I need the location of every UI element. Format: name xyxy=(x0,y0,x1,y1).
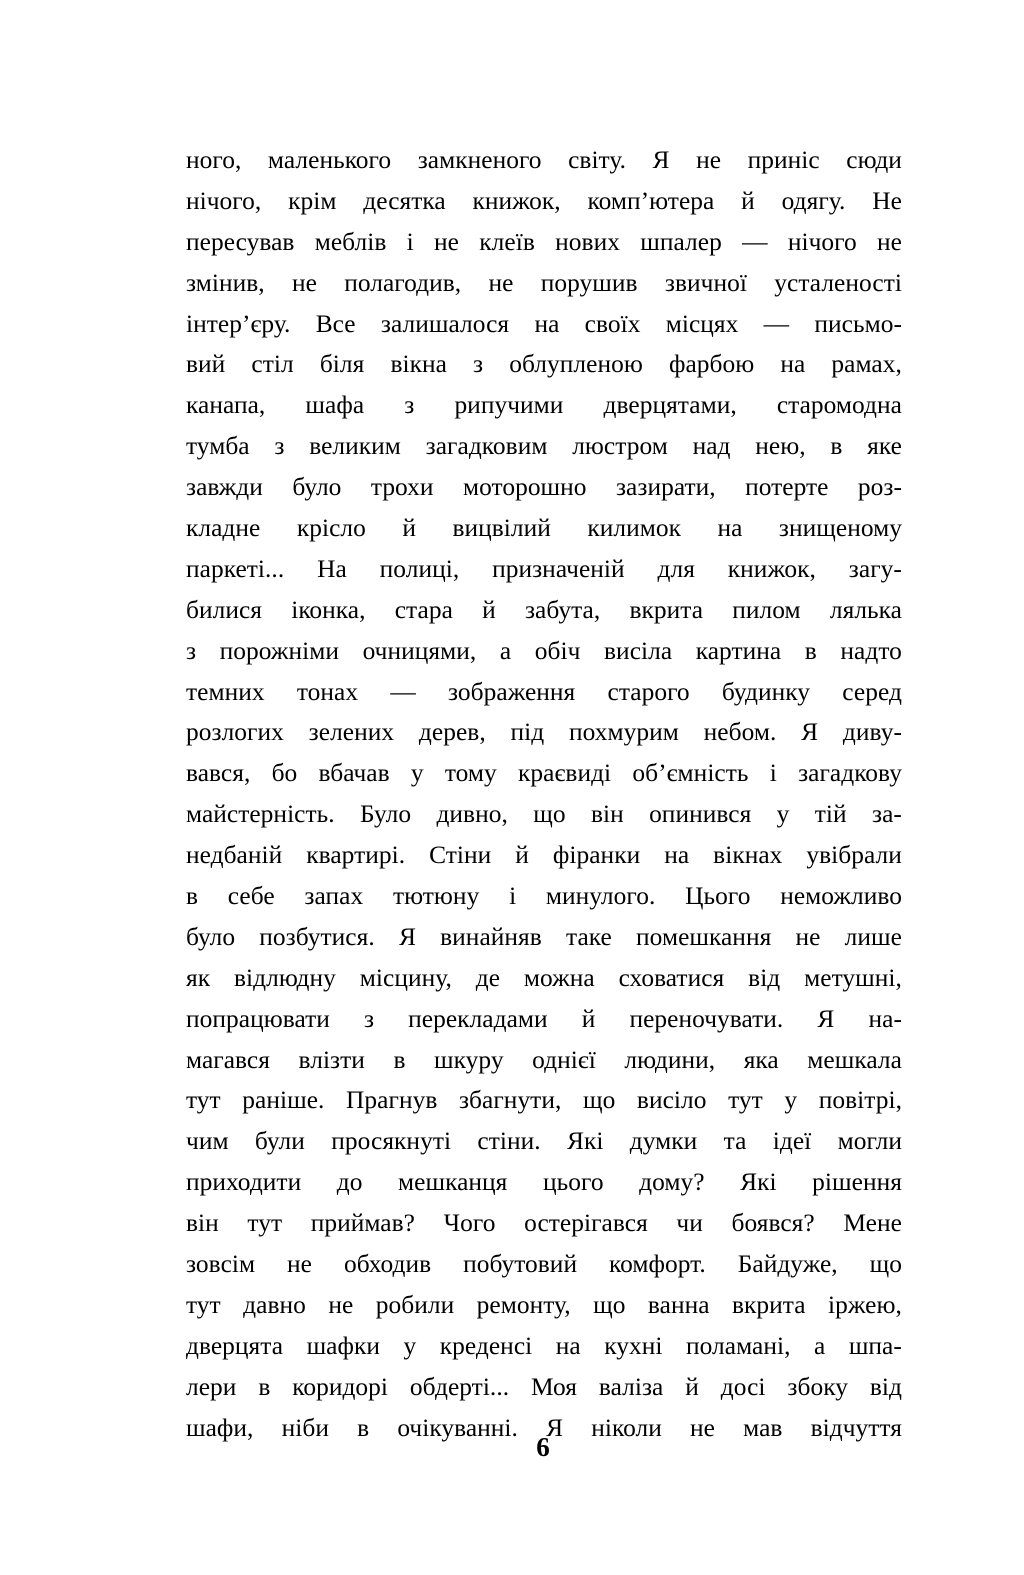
word: Які xyxy=(740,1168,777,1197)
word: фіранки xyxy=(552,841,641,870)
word: люстром xyxy=(572,432,668,461)
word: небом. xyxy=(703,718,777,747)
word: килимок xyxy=(587,514,682,543)
word: мав xyxy=(743,1413,783,1442)
word: повітрі, xyxy=(818,1086,902,1115)
word: й xyxy=(581,1004,596,1033)
text-line xyxy=(186,835,902,876)
text-line xyxy=(186,549,902,590)
word: рипучими xyxy=(454,391,564,420)
word: для xyxy=(657,554,695,583)
word: неможливо xyxy=(780,882,902,911)
word: серед xyxy=(842,677,902,706)
word: не xyxy=(291,268,317,297)
word: до xyxy=(336,1168,363,1197)
word: не xyxy=(287,1250,313,1279)
word: інтер’єру. xyxy=(186,309,291,338)
word: звичної xyxy=(664,268,747,297)
word: шпа- xyxy=(848,1331,902,1360)
word: пересував xyxy=(186,227,295,256)
word: в xyxy=(393,1045,406,1074)
word: призначеній xyxy=(492,554,625,583)
word: не xyxy=(795,922,821,951)
word: дивно, xyxy=(436,800,508,829)
word: — xyxy=(390,677,416,706)
text-line xyxy=(186,140,902,181)
word: у xyxy=(403,1331,417,1360)
word: зображення xyxy=(447,677,576,706)
text-line xyxy=(186,344,902,385)
word: в xyxy=(804,636,817,665)
word: вався, xyxy=(186,759,251,788)
word: диву- xyxy=(842,718,902,747)
word: ніколи xyxy=(591,1413,662,1442)
word: лише xyxy=(844,922,902,951)
word: завжди xyxy=(186,473,263,502)
word: що xyxy=(582,1086,616,1115)
word: він xyxy=(186,1209,219,1238)
word: мешкала xyxy=(807,1045,902,1074)
word: не xyxy=(434,227,460,256)
word: коридорі xyxy=(292,1372,389,1401)
word: тонах xyxy=(296,677,359,706)
word: від xyxy=(869,1372,902,1401)
word: були xyxy=(254,1127,305,1156)
word: вкрита xyxy=(732,1290,806,1319)
word: за- xyxy=(871,800,902,829)
word: іржею, xyxy=(828,1290,902,1319)
word: поламані, xyxy=(685,1331,791,1360)
word: ідеї xyxy=(772,1127,812,1156)
text-line xyxy=(186,263,902,304)
word: попрацювати xyxy=(186,1004,330,1033)
word: було xyxy=(186,922,236,951)
word: місцях xyxy=(665,309,739,338)
word: великим xyxy=(309,432,401,461)
word: в xyxy=(186,882,199,911)
word: дому? xyxy=(639,1168,705,1197)
word: шпалер xyxy=(640,227,722,256)
word: зазирати, xyxy=(615,473,716,502)
word: билися xyxy=(186,595,263,624)
word: на xyxy=(534,309,560,338)
word: приніс xyxy=(747,146,820,174)
word: могли xyxy=(837,1127,902,1156)
text-line xyxy=(186,1162,902,1203)
word: книжок, xyxy=(727,554,816,583)
text-line xyxy=(186,753,902,794)
word: з xyxy=(363,1004,375,1033)
word: тому xyxy=(444,759,497,788)
word: таке xyxy=(566,922,612,951)
word: надто xyxy=(840,636,902,665)
word: обходив xyxy=(343,1250,432,1279)
word: усталеності xyxy=(774,268,902,297)
word: тумба xyxy=(186,432,250,461)
word: маленького xyxy=(267,146,392,174)
word: вікна xyxy=(390,350,447,379)
word: Було xyxy=(360,800,412,829)
word: комп’ютера xyxy=(587,186,715,215)
word: чи xyxy=(676,1209,703,1238)
word: пилом xyxy=(732,595,801,624)
word: біля xyxy=(319,350,365,379)
word: майстерність. xyxy=(186,800,335,829)
word: потерте xyxy=(745,473,829,502)
word: креденсі xyxy=(439,1331,533,1360)
word: магався xyxy=(186,1045,270,1074)
word: нею, xyxy=(755,432,806,461)
word: меблів xyxy=(314,227,387,256)
word: себе xyxy=(227,882,275,911)
word: побутовий xyxy=(463,1250,578,1279)
word: не xyxy=(877,227,902,256)
word: полиці, xyxy=(379,554,460,583)
word: стара xyxy=(394,595,453,624)
word: робили xyxy=(375,1290,455,1319)
word: кладне xyxy=(186,514,261,543)
word: як xyxy=(186,963,211,992)
word: він xyxy=(590,800,624,829)
word: рішення xyxy=(812,1168,902,1197)
word: квартирі. xyxy=(306,841,406,870)
word: загадкову xyxy=(798,759,902,788)
word: опинився xyxy=(649,800,752,829)
word: дверцятами, xyxy=(603,391,737,420)
word: боявся? xyxy=(731,1209,815,1238)
word: остерігався xyxy=(524,1209,648,1238)
word: письмо- xyxy=(814,309,902,338)
text-line xyxy=(186,426,902,467)
word: Чого xyxy=(443,1209,496,1238)
word: від xyxy=(748,963,781,992)
word: сюди xyxy=(846,146,902,174)
word: ремонту, xyxy=(476,1290,571,1319)
word: краєвиді xyxy=(518,759,612,788)
word: валіза xyxy=(598,1372,664,1401)
word: а xyxy=(813,1331,826,1360)
word: на- xyxy=(868,1004,902,1033)
word: бо xyxy=(271,759,298,788)
word: полагодив, xyxy=(344,268,462,297)
word: мешканця xyxy=(398,1168,508,1197)
text-line xyxy=(186,917,902,958)
word: давно xyxy=(243,1290,306,1319)
word: тій xyxy=(814,800,847,829)
word: яке xyxy=(867,432,902,461)
word: порожніми xyxy=(219,636,340,665)
word: висіло xyxy=(636,1086,707,1115)
word: у xyxy=(410,759,424,788)
word: що xyxy=(869,1250,902,1279)
word: вкрита xyxy=(629,595,704,624)
text-line xyxy=(186,1244,902,1285)
word: залишалося xyxy=(380,309,510,338)
word: вбачав xyxy=(318,759,390,788)
text-line xyxy=(186,304,902,345)
word: темних xyxy=(186,677,265,706)
word: що xyxy=(533,800,566,829)
text-line xyxy=(186,508,902,549)
word: та xyxy=(723,1127,747,1156)
text-line xyxy=(186,958,902,999)
text-line xyxy=(186,1285,902,1326)
word: шафки xyxy=(306,1331,381,1360)
word: іконка, xyxy=(291,595,366,624)
word: — xyxy=(742,227,768,256)
word: з xyxy=(274,432,285,461)
word: нічого xyxy=(787,227,857,256)
word: просякнуті xyxy=(331,1127,452,1156)
text-line xyxy=(186,1040,902,1081)
word: тут xyxy=(186,1290,221,1319)
word: клеїв xyxy=(479,227,535,256)
word: тут xyxy=(728,1086,763,1115)
word: паркеті... xyxy=(186,554,285,583)
page-number-value: 6 xyxy=(536,1432,550,1462)
word: очікуванні. xyxy=(397,1413,518,1442)
word: Я xyxy=(398,922,416,951)
word: шафи, xyxy=(186,1413,254,1442)
word: зелених xyxy=(308,718,395,747)
word: людини, xyxy=(624,1045,716,1074)
word: сховатися xyxy=(618,963,725,992)
word: й xyxy=(515,841,529,870)
word: змінив, xyxy=(186,268,265,297)
word: тут xyxy=(247,1209,283,1238)
word: ного, xyxy=(186,146,242,174)
word: відчуття xyxy=(810,1413,902,1442)
word: — xyxy=(763,309,790,338)
text-line xyxy=(186,181,902,222)
word: забута, xyxy=(524,595,601,624)
word: цього xyxy=(542,1168,604,1197)
word: однієї xyxy=(532,1045,596,1074)
word: роз- xyxy=(857,473,902,502)
word: приходити xyxy=(186,1168,302,1197)
word: зовсім xyxy=(186,1250,256,1279)
word: досі xyxy=(720,1372,766,1401)
word: лялька xyxy=(829,595,902,624)
word: можна xyxy=(523,963,595,992)
word: запах xyxy=(304,882,364,911)
text-line xyxy=(186,1203,902,1244)
word: Прагнув xyxy=(346,1086,438,1115)
word: з xyxy=(404,391,415,420)
word: моторошно xyxy=(462,473,587,502)
word: своїх xyxy=(584,309,641,338)
word: не xyxy=(690,1413,715,1442)
word: а xyxy=(499,636,512,665)
word: нічого, xyxy=(186,186,262,215)
word: похмурим xyxy=(569,718,679,747)
text-line xyxy=(186,467,902,508)
word: вицвілий xyxy=(452,514,551,543)
word: Я xyxy=(801,718,819,747)
word: дерев, xyxy=(418,718,486,747)
word: Не xyxy=(872,186,902,215)
text-line xyxy=(186,794,902,835)
word: вий xyxy=(186,350,226,379)
text-line xyxy=(186,1326,902,1367)
text-line xyxy=(186,999,902,1040)
word: перекладами xyxy=(408,1004,548,1033)
word: й xyxy=(482,595,496,624)
word: канапа, xyxy=(186,391,266,420)
text-line xyxy=(186,1121,902,1162)
word: На xyxy=(317,554,347,583)
text-line xyxy=(186,1367,902,1408)
word: обіч xyxy=(534,636,581,665)
word: позбутися. xyxy=(259,922,375,951)
word: рамах, xyxy=(831,350,902,379)
word: з xyxy=(473,350,484,379)
page-number xyxy=(0,1432,1024,1463)
word: шкуру xyxy=(434,1045,504,1074)
text-line xyxy=(186,385,902,426)
word: Байдуже, xyxy=(737,1250,838,1279)
text-line xyxy=(186,590,902,631)
word: збагнути, xyxy=(458,1086,562,1115)
word: й xyxy=(402,514,416,543)
word: розлогих xyxy=(186,718,284,747)
word: тютюну xyxy=(392,882,480,911)
word: під xyxy=(510,718,545,747)
word: переночувати. xyxy=(629,1004,784,1033)
word: не xyxy=(696,146,722,174)
word: помешкання xyxy=(636,922,772,951)
word: десятка xyxy=(363,186,446,215)
text-line xyxy=(186,631,902,672)
word: винайняв xyxy=(440,922,542,951)
word: влізти xyxy=(298,1045,365,1074)
word: думки xyxy=(629,1127,698,1156)
word: крім xyxy=(288,186,337,215)
word: ніби xyxy=(281,1413,329,1442)
word: Цього xyxy=(685,882,751,911)
word: комфорт. xyxy=(609,1250,706,1279)
word: старого xyxy=(607,677,690,706)
word: Я xyxy=(817,1004,835,1033)
body-text-block xyxy=(186,140,902,1449)
text-line xyxy=(186,712,902,753)
word: і xyxy=(406,227,414,256)
word: не xyxy=(488,268,514,297)
word: чим xyxy=(186,1127,229,1156)
word: в xyxy=(830,432,843,461)
word: стіл xyxy=(251,350,294,379)
word: Я xyxy=(546,1413,564,1442)
word: не xyxy=(328,1290,354,1319)
word: обдерті... xyxy=(409,1372,510,1401)
word: стіни. xyxy=(477,1127,541,1156)
word: минулого. xyxy=(545,882,656,911)
text-line xyxy=(186,672,902,713)
word: фарбою xyxy=(668,350,755,379)
word: книжок, xyxy=(472,186,561,215)
word: Я xyxy=(652,146,670,174)
word: у xyxy=(776,800,790,829)
word: місцину, xyxy=(359,963,452,992)
word: Все xyxy=(315,309,356,338)
word: трохи xyxy=(370,473,434,502)
word: порушив xyxy=(540,268,638,297)
word: очницями, xyxy=(362,636,477,665)
word: висіла xyxy=(604,636,673,665)
word: шафа xyxy=(305,391,365,420)
word: в xyxy=(258,1372,271,1401)
word: кухні xyxy=(604,1331,663,1360)
word: картина xyxy=(695,636,782,665)
word: приймав? xyxy=(310,1209,415,1238)
word: облупленою xyxy=(509,350,643,379)
word: одягу. xyxy=(781,186,846,215)
word: відлюдну xyxy=(234,963,336,992)
word: загадковим xyxy=(425,432,548,461)
word: Які xyxy=(566,1127,604,1156)
word: крісло xyxy=(296,514,366,543)
word: на xyxy=(780,350,806,379)
word: Стіни xyxy=(429,841,492,870)
word: й xyxy=(685,1372,699,1401)
text-line xyxy=(186,1080,902,1121)
word: Моя xyxy=(531,1372,577,1401)
word: об’ємність xyxy=(632,759,749,788)
word: в xyxy=(357,1413,370,1442)
word: знищеному xyxy=(778,514,902,543)
word: у xyxy=(784,1086,798,1115)
word: недбаній xyxy=(186,841,283,870)
word: світу. xyxy=(568,146,626,174)
word: що xyxy=(593,1290,626,1319)
word: лери xyxy=(186,1372,237,1401)
word: на xyxy=(717,514,743,543)
word: яка xyxy=(743,1045,779,1074)
word: й xyxy=(741,186,755,215)
word: на xyxy=(555,1331,581,1360)
word: ванна xyxy=(647,1290,710,1319)
word: на xyxy=(664,841,690,870)
word: увібрали xyxy=(806,841,902,870)
word: замкненого xyxy=(417,146,542,174)
word: з xyxy=(186,636,197,665)
word: збоку xyxy=(787,1372,848,1401)
word: і xyxy=(509,882,517,911)
word: де xyxy=(475,963,501,992)
word: загу- xyxy=(848,554,902,583)
text-line xyxy=(186,222,902,263)
word: було xyxy=(292,473,342,502)
text-line xyxy=(186,876,902,917)
word: над xyxy=(692,432,731,461)
word: Мене xyxy=(843,1209,902,1238)
word: метушні, xyxy=(804,963,902,992)
word: старомодна xyxy=(776,391,902,420)
word: вікнах xyxy=(713,841,783,870)
word: будинку xyxy=(721,677,811,706)
word: раніше. xyxy=(242,1086,325,1115)
word: і xyxy=(769,759,777,788)
word: нових xyxy=(555,227,620,256)
word: дверцята xyxy=(186,1331,284,1360)
word: тут xyxy=(186,1086,221,1115)
